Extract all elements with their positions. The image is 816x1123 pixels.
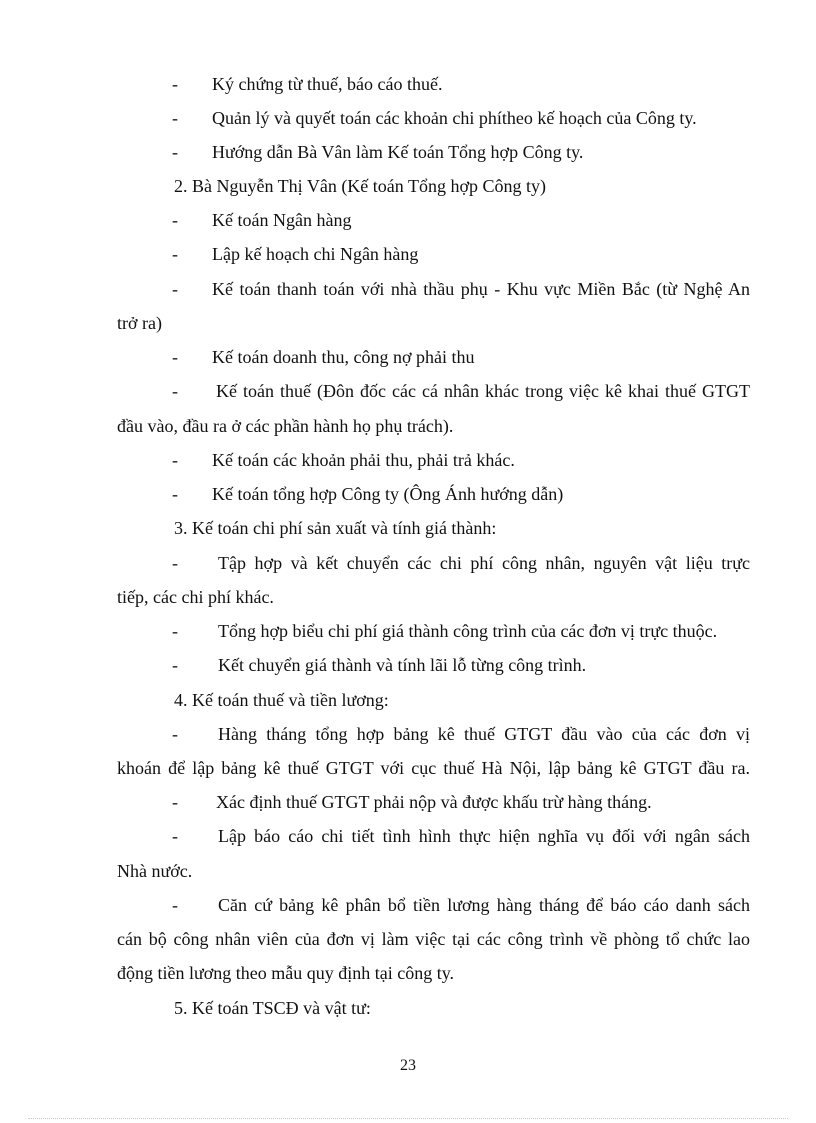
text-line: Lập báo cáo chi tiết tình hình thực hiện nghĩa vụ đối với ngân sách bbox=[218, 826, 750, 846]
text-line: Kế toán tổng hợp Công ty (Ông Ánh hướng dẫn) bbox=[212, 484, 564, 504]
bullet-dash: - bbox=[172, 484, 178, 504]
text-line: Tổng hợp biểu chi phí giá thành công trình của các đơn vị trực thuộc. bbox=[218, 621, 718, 641]
bullet-dash: - bbox=[172, 553, 178, 573]
text-line-continuation: động tiền lương theo mẫu quy định tại công ty. bbox=[117, 963, 455, 983]
bullet-dash: - bbox=[172, 792, 178, 812]
bullet-dash: - bbox=[172, 826, 178, 846]
bullet-dash: - bbox=[172, 655, 178, 675]
bullet-dash: - bbox=[172, 381, 178, 401]
text-line: Quản lý và quyết toán các khoản chi phítheo kế hoạch của Công ty. bbox=[212, 108, 697, 128]
text-line: Kế toán thuế (Đôn đốc các cá nhân khác trong việc kê khai thuế GTGT bbox=[216, 381, 750, 401]
text-line-continuation: khoán để lập bảng kê thuế GTGT với cục thuế Hà Nội, lập bảng kê GTGT đầu ra. bbox=[117, 758, 750, 778]
section-heading: 4. Kế toán thuế và tiền lương: bbox=[174, 690, 389, 710]
bullet-dash: - bbox=[172, 108, 178, 128]
text-line: Kế toán Ngân hàng bbox=[212, 210, 352, 230]
text-line: Xác định thuế GTGT phải nộp và được khấu trừ hàng tháng. bbox=[216, 792, 652, 812]
text-line-continuation: đầu vào, đầu ra ở các phần hành họ phụ trách). bbox=[117, 416, 454, 436]
text-line: Hướng dẫn Bà Vân làm Kế toán Tổng hợp Công ty. bbox=[212, 142, 584, 162]
section-heading: 2. Bà Nguyễn Thị Vân (Kế toán Tổng hợp Công ty) bbox=[174, 176, 546, 196]
text-line: Hàng tháng tổng hợp bảng kê thuế GTGT đầu vào của các đơn vị bbox=[218, 724, 750, 744]
text-line-continuation: trở ra) bbox=[117, 313, 162, 333]
text-line-continuation: tiếp, các chi phí khác. bbox=[117, 587, 274, 607]
bullet-dash: - bbox=[172, 724, 178, 744]
bullet-dash: - bbox=[172, 244, 178, 264]
text-line: Kế toán các khoản phải thu, phải trả khác. bbox=[212, 450, 515, 470]
bullet-dash: - bbox=[172, 279, 178, 299]
text-line: Kế toán thanh toán với nhà thầu phụ - Khu vực Miền Bắc (từ Nghệ An bbox=[212, 279, 750, 299]
bullet-dash: - bbox=[172, 347, 178, 367]
bullet-dash: - bbox=[172, 450, 178, 470]
section-heading: 5. Kế toán TSCĐ và vật tư: bbox=[174, 998, 371, 1018]
page-number: 23 bbox=[400, 1057, 416, 1074]
text-line: Tập hợp và kết chuyển các chi phí công nhân, nguyên vật liệu trực bbox=[218, 553, 750, 573]
text-line: Kế toán doanh thu, công nợ phải thu bbox=[212, 347, 475, 367]
bullet-dash: - bbox=[172, 142, 178, 162]
bullet-dash: - bbox=[172, 621, 178, 641]
text-line: Ký chứng từ thuế, báo cáo thuế. bbox=[212, 74, 443, 94]
bullet-dash: - bbox=[172, 210, 178, 230]
text-line: Lập kế hoạch chi Ngân hàng bbox=[212, 244, 419, 264]
section-heading: 3. Kế toán chi phí sản xuất và tính giá thành: bbox=[174, 518, 497, 538]
text-line-continuation: cán bộ công nhân viên của đơn vị làm việc tại các công trình về phòng tổ chức lao bbox=[117, 929, 750, 949]
footer-dotted-rule bbox=[28, 1118, 788, 1119]
bullet-dash: - bbox=[172, 74, 178, 94]
bullet-dash: - bbox=[172, 895, 178, 915]
text-line: Kết chuyển giá thành và tính lãi lỗ từng công trình. bbox=[218, 655, 587, 675]
text-line: Căn cứ bảng kê phân bổ tiền lương hàng tháng để báo cáo danh sách bbox=[218, 895, 750, 915]
text-line-continuation: Nhà nước. bbox=[117, 861, 193, 881]
